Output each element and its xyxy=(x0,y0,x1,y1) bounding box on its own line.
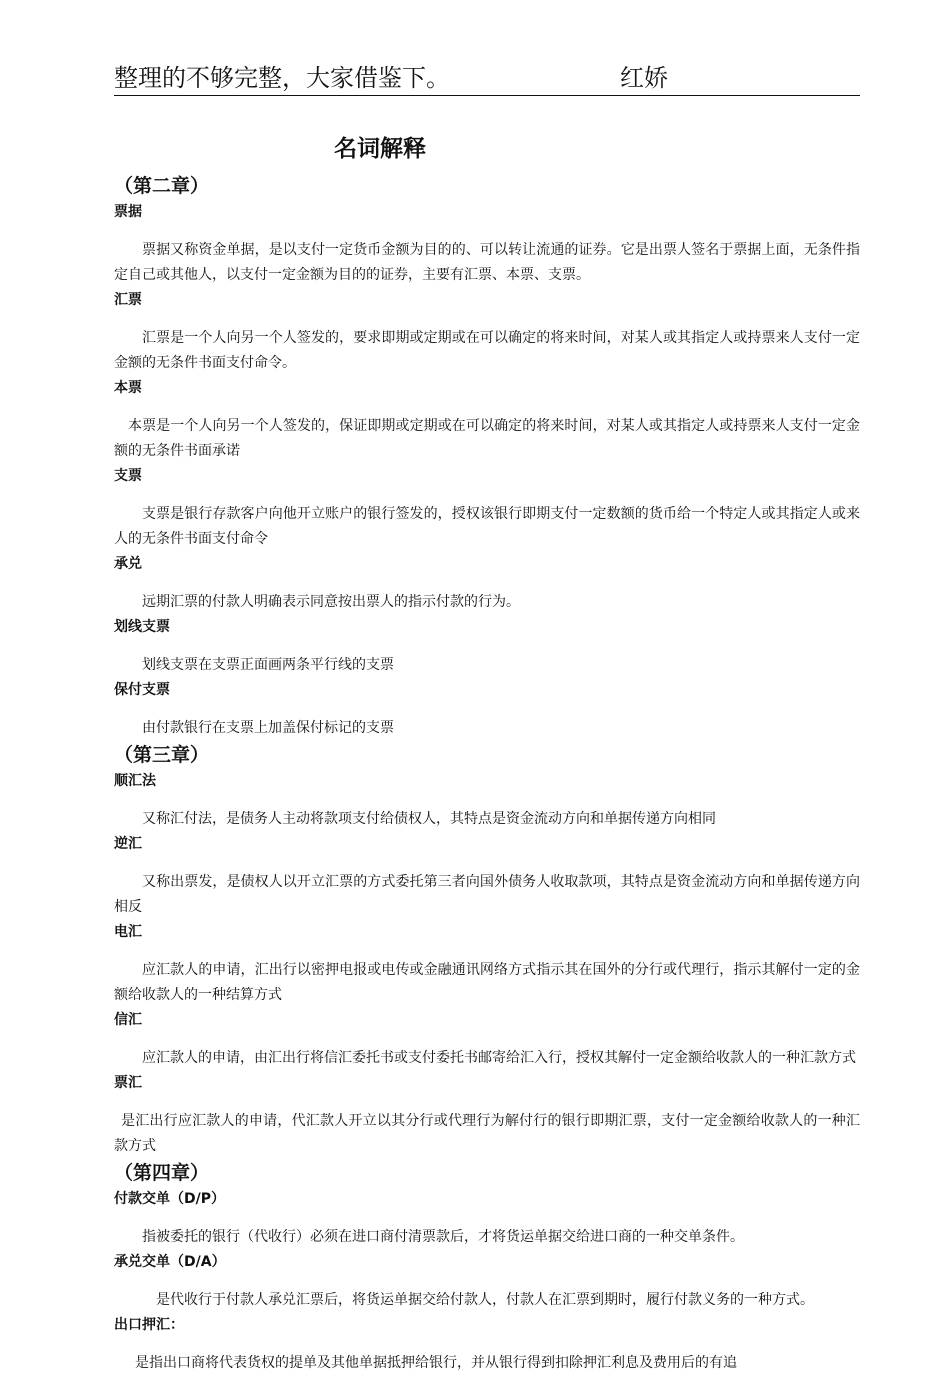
chapter-heading: （第四章） xyxy=(114,1162,210,1184)
term-heading: 汇票 xyxy=(114,292,142,308)
term-definition: 汇票是一个人向另一个人签发的，要求即期或定期或在可以确定的将来时间，对某人或其指定人或持票来人支付一定金额的无条件书面支付命令。 xyxy=(114,330,860,371)
term-definition: 应汇款人的申请，汇出行以密押电报或电传或金融通讯网络方式指示其在国外的分行或代理行，指示其解付一定的金额给收款人的一种结算方式 xyxy=(114,962,860,1003)
term-definition: 是汇出行应汇款人的申请，代汇款人开立以其分行或代理行为解付行的银行即期汇票，支付一定金额给收款人的一种汇款方式 xyxy=(114,1113,860,1154)
term-heading: 付款交单（D/P） xyxy=(114,1191,225,1207)
term-definition: 应汇款人的申请，由汇出行将信汇委托书或支付委托书邮寄给汇入行，授权其解付一定金额给收款人的一种汇款方式 xyxy=(142,1050,856,1066)
term-definition: 远期汇票的付款人明确表示同意按出票人的指示付款的行为。 xyxy=(142,594,520,610)
term-heading: 电汇 xyxy=(114,924,142,940)
term-heading: 票据 xyxy=(114,204,142,220)
term-definition: 支票是银行存款客户向他开立账户的银行签发的，授权该银行即期支付一定数额的货币给一个特定人或其指定人或来人的无条件书面支付命令 xyxy=(114,506,860,547)
glossary-content xyxy=(114,172,860,1376)
term-heading: 承兑 xyxy=(114,556,142,572)
term-heading: 支票 xyxy=(114,468,142,484)
document-title: 名词解释 xyxy=(334,136,426,162)
chapter-heading: （第二章） xyxy=(114,175,210,197)
term-heading: 保付支票 xyxy=(114,682,170,698)
term-heading: 划线支票 xyxy=(114,619,170,635)
term-heading: 票汇 xyxy=(114,1075,142,1091)
term-definition: 又称汇付法，是债务人主动将款项支付给债权人，其特点是资金流动方向和单据传递方向相同 xyxy=(142,811,716,827)
term-definition: 划线支票在支票正面画两条平行线的支票 xyxy=(142,657,394,673)
term-definition: 是代收行于付款人承兑汇票后，将货运单据交给付款人，付款人在汇票到期时，履行付款义务的一种方式。 xyxy=(156,1292,814,1308)
term-definition: 票据又称资金单据，是以支付一定货币金额为目的的、可以转让流通的证券。它是出票人签名于票据上面，无条件指定自己或其他人，以支付一定金额为目的的证券，主要有汇票、本票、支票。 xyxy=(114,242,860,283)
term-heading: 信汇 xyxy=(114,1012,142,1028)
header-author: 红娇 xyxy=(620,64,668,92)
header-note: 整理的不够完整，大家借鉴下。 xyxy=(114,64,450,92)
page-header xyxy=(114,62,860,96)
term-heading: 承兑交单（D/A） xyxy=(114,1254,226,1270)
term-definition: 又称出票发，是债权人以开立汇票的方式委托第三者向国外债务人收取款项，其特点是资金流动方向和单据传递方向相反 xyxy=(114,874,860,915)
term-definition: 是指出口商将代表货权的提单及其他单据抵押给银行，并从银行得到扣除押汇利息及费用后的有追 xyxy=(135,1355,737,1371)
term-heading: 顺汇法 xyxy=(114,773,156,789)
term-heading: 逆汇 xyxy=(114,836,142,852)
term-definition: 指被委托的银行（代收行）必须在进口商付清票款后，才将货运单据交给进口商的一种交单条件。 xyxy=(142,1229,744,1245)
term-definition: 由付款银行在支票上加盖保付标记的支票 xyxy=(142,720,394,736)
term-heading: 出口押汇： xyxy=(114,1317,184,1333)
chapter-heading: （第三章） xyxy=(114,744,210,766)
term-heading: 本票 xyxy=(114,380,142,396)
term-definition: 本票是一个人向另一个人签发的，保证即期或定期或在可以确定的将来时间，对某人或其指定人或持票来人支付一定金额的无条件书面承诺 xyxy=(114,418,860,459)
